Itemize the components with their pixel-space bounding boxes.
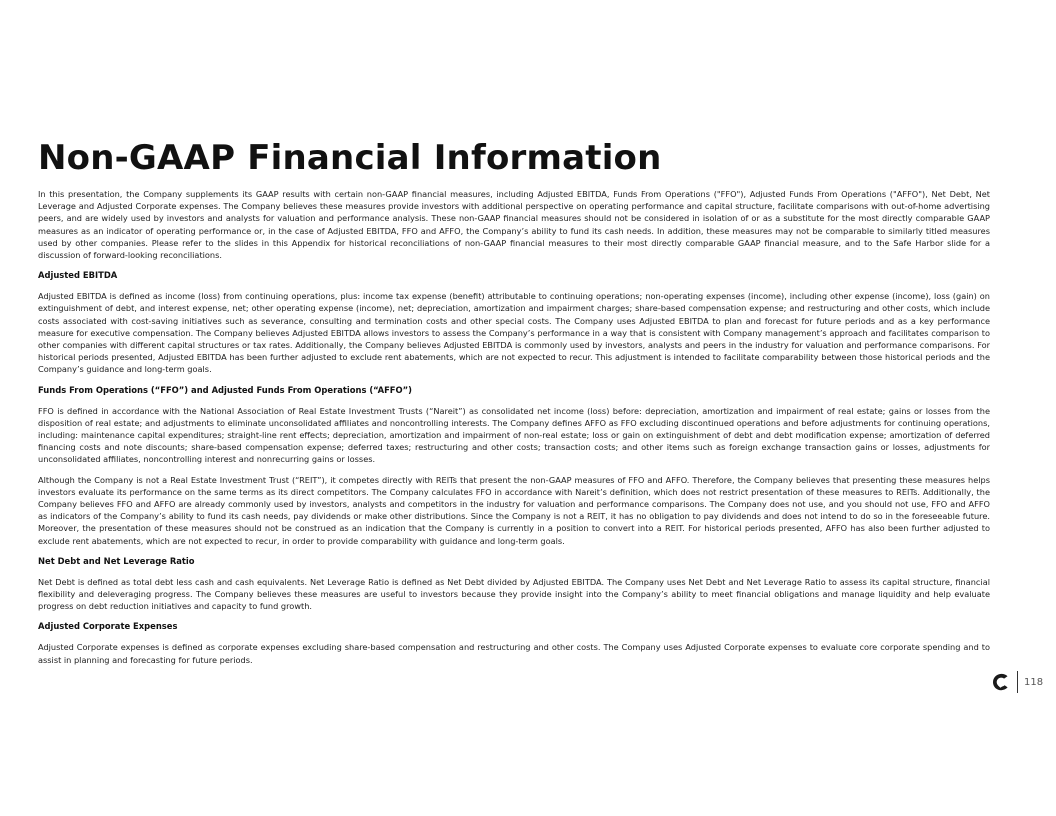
paragraph-adjusted-corporate: Adjusted Corporate expenses is defined as corporate expenses excluding share-based compensation and restructuring and other costs. The Company uses Adjusted Corporate expenses to evaluate core corporate spending and to assist in planning and forecasting for future periods. (38, 642, 990, 665)
section-heading-ffo-affo: Funds From Operations (“FFO”) and Adjusted Funds From Operations (“AFFO”) (38, 384, 412, 395)
page-number: 118 (1024, 677, 1044, 688)
paragraph-ffo-definition: FFO is defined in accordance with the National Association of Real Estate Investment Trusts (“Nareit”) as consolidated net income (loss) before: depreciation, amortization and impairment of real estate; gains or losses from the disposition of real estate; and adjustments to eliminate unconsolidated affiliates and noncontrolling interests. The Company defines AFFO as FFO excluding discontinued operations and before adjustments for continuing operations, including: maintenance capital expenditures; straight-line rent effects; depreciation, amortization and impairment of non-real estate; loss or gain on extinguishment of debt and debt modification expense; amortization of deferred financing costs and note discounts; share-based compensation expense; deferred taxes; restructuring and other costs; transaction costs; and other items such as foreign exchange transaction gains or losses, adjustments for unconsolidated affiliates, noncontrolling interest and nonrecurring gains or losses. (38, 405, 990, 465)
content-body (38, 188, 990, 666)
company-logo-icon (992, 673, 1010, 691)
page-title: Non-GAAP Financial Information (38, 138, 662, 178)
intro-paragraph: In this presentation, the Company supplements its GAAP results with certain non-GAAP financial measures, including Adjusted EBITDA, Funds From Operations ("FFO"), Adjusted Funds From Operations ("AFFO"), Net Debt, Net Leverage and Adjusted Corporate expenses. The Company believes these measures provide investors with additional perspective on operating performance and capital structure, facilitate comparisons with out-of-home advertising peers, and are widely used by investors and analysts for valuation and performance analysis. These non-GAAP financial measures should not be considered in isolation of or as a substitute for the most directly comparable GAAP measures as an indicator of operating performance or, in the case of Adjusted EBITDA, FFO and AFFO, the Company’s ability to fund its cash needs. In addition, these measures may not be comparable to similarly titled measures used by other companies. Please refer to the slides in this Appendix for historical reconciliations of non-GAAP financial measures to their most directly comparable GAAP financial measure, and to the Safe Harbor slide for a discussion of forward-looking reconciliations. (38, 189, 990, 261)
footer-divider (1017, 671, 1018, 693)
paragraph-adjusted-ebitda: Adjusted EBITDA is defined as income (loss) from continuing operations, plus: income tax expense (benefit) attributable to continuing operations; non-operating expenses (income), including other expense (income), loss (gain) on extinguishment of debt, and interest expense, net; other operating expense (income), net; depreciation, amortization and impairment charges; share-based compensation expense; and restructuring and other costs, which include costs associated with cost-saving initiatives such as severance, consulting and termination costs and other special costs. The Company uses Adjusted EBITDA to plan and forecast for future periods and as a key performance measure for executive compensation. The Company believes Adjusted EBITDA allows investors to assess the Company’s performance in a way that is consistent with Company management’s approach and facilitates comparison to other companies with different capital structures or tax rates. Additionally, the Company believes Adjusted EBITDA is commonly used by investors, analysts and peers in the industry for valuation and performance comparisons. For historical periods presented, Adjusted EBITDA has been further adjusted to exclude rent abatements, which are not expected to recur. This adjustment is intended to facilitate comparability between those historical periods and the Company’s guidance and long-term goals. (38, 291, 990, 375)
section-heading-adjusted-ebitda: Adjusted EBITDA (38, 270, 118, 281)
paragraph-net-debt: Net Debt is defined as total debt less cash and cash equivalents. Net Leverage Ratio is defined as Net Debt divided by Adjusted EBITDA. The Company uses Net Debt and Net Leverage Ratio to assess its capital structure, financial flexibility and deleveraging progress. The Company believes these measures are useful to investors because they provide insight into the Company’s ability to meet financial obligations and manage liquidity and help evaluate progress on debt reduction initiatives and capacity to fund growth. (38, 576, 990, 612)
section-heading-adjusted-corporate: Adjusted Corporate Expenses (38, 621, 178, 632)
paragraph-ffo-reit: Although the Company is not a Real Estate Investment Trust (“REIT”), it competes directly with REITs that present the non-GAAP measures of FFO and AFFO. Therefore, the Company believes that presenting these measures helps investors evaluate its performance on the same terms as its direct competitors. The Company calculates FFO in accordance with Nareit’s definition, which does not restrict presentation of these measures to REITs. Additionally, the Company believes FFO and AFFO are already commonly used by investors, analysts and competitors in the industry for valuation and performance comparisons. The Company does not use, and you should not use, FFO and AFFO as indicators of the Company’s ability to fund its cash needs, pay dividends or make other distributions. Since the Company is not a REIT, it has no obligation to pay dividends and does not intend to do so in the foreseeable future. Moreover, the presentation of these measures should not be construed as an indication that the Company is currently in a position to convert into a REIT. For historical periods presented, AFFO has also been further adjusted to exclude rent abatements, which are not expected to recur, in order to provide comparability with guidance and long-term goals. (38, 474, 990, 546)
section-heading-net-debt: Net Debt and Net Leverage Ratio (38, 555, 195, 566)
